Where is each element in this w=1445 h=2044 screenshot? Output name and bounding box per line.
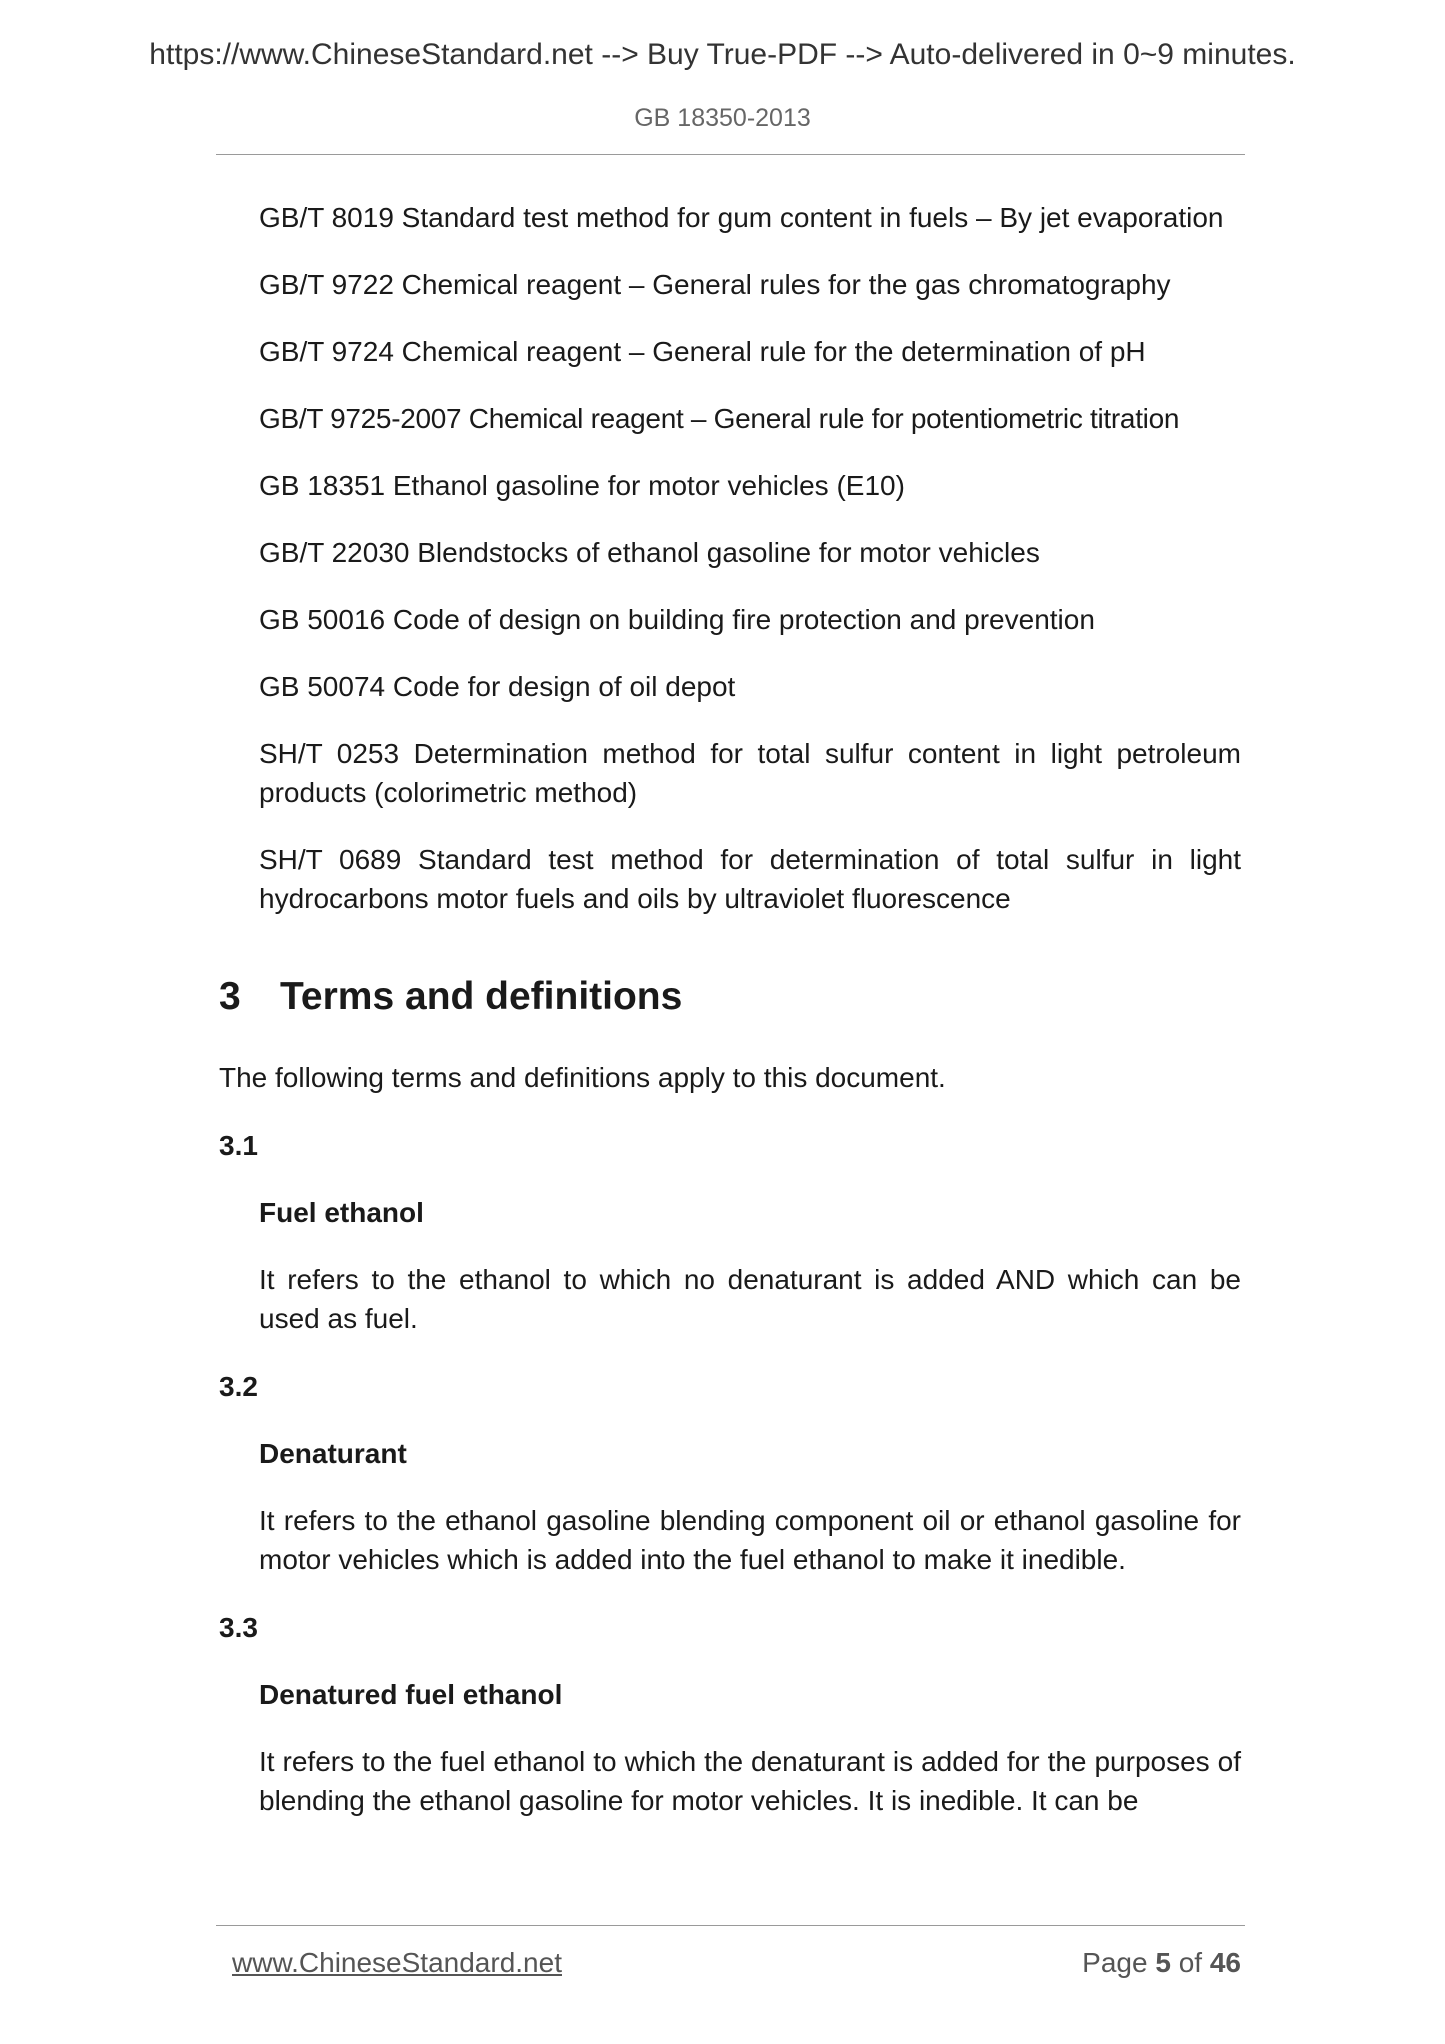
term-number: 3.3: [219, 1612, 258, 1643]
page-number: 5: [1155, 1947, 1171, 1978]
reference-item: GB/T 9725-2007 Chemical reagent – General rule for potentiometric titration: [259, 403, 1180, 434]
term-name: Denatured fuel ethanol: [259, 1679, 563, 1710]
reference-item: GB/T 22030 Blendstocks of ethanol gasoline for motor vehicles: [259, 537, 1040, 568]
document-code-header: GB 18350-2013: [634, 104, 811, 132]
term-entry: [219, 1367, 1241, 1579]
term-name: Denaturant: [259, 1438, 407, 1469]
header-divider: [216, 154, 1245, 155]
reference-item: GB 50016 Code of design on building fire protection and prevention: [259, 604, 1095, 635]
source-banner: https://www.ChineseStandard.net --> Buy True-PDF --> Auto-delivered in 0~9 minutes.: [149, 38, 1296, 71]
section-number: 3: [219, 975, 241, 1018]
term-number: 3.2: [219, 1371, 258, 1402]
reference-item: GB/T 9722 Chemical reagent – General rules for the gas chromatography: [259, 269, 1171, 300]
term-definition: It refers to the ethanol gasoline blending component oil or ethanol gasoline for motor vehicles which is added into the fuel ethanol to make it inedible.: [259, 1505, 1241, 1575]
term-entry: [219, 1126, 1241, 1338]
section-intro: The following terms and definitions apply to this document.: [219, 1062, 946, 1093]
section-heading: [219, 974, 1241, 1020]
footer-website-link[interactable]: www.ChineseStandard.net: [232, 1947, 562, 1978]
section-title: Terms and definitions: [280, 975, 683, 1018]
term-entry: [219, 1608, 1241, 1820]
total-pages: 46: [1209, 1947, 1241, 1978]
reference-item: GB/T 8019 Standard test method for gum content in fuels – By jet evaporation: [259, 202, 1224, 233]
of-label: of: [1178, 1947, 1203, 1978]
term-name: Fuel ethanol: [259, 1197, 424, 1228]
reference-item: GB/T 9724 Chemical reagent – General rule for the determination of pH: [259, 336, 1146, 367]
page-body: [219, 198, 1241, 1820]
page-indicator: [1082, 1947, 1241, 1979]
term-definition: It refers to the ethanol to which no denaturant is added AND which can be used as fuel.: [259, 1264, 1241, 1334]
term-definition: It refers to the fuel ethanol to which the denaturant is added for the purposes of blending the ethanol gasoline for motor vehicles. It is inedible. It can be: [259, 1746, 1241, 1816]
reference-item: SH/T 0253 Determination method for total sulfur content in light petroleum products (colorimetric method): [259, 738, 1241, 808]
reference-item: GB 50074 Code for design of oil depot: [259, 671, 736, 702]
footer-divider: [216, 1925, 1245, 1926]
page-label: Page: [1082, 1947, 1148, 1978]
reference-item: GB 18351 Ethanol gasoline for motor vehicles (E10): [259, 470, 905, 501]
reference-item: SH/T 0689 Standard test method for determination of total sulfur in light hydrocarbons motor fuels and oils by ultraviolet fluorescence: [259, 844, 1241, 914]
term-number: 3.1: [219, 1130, 258, 1161]
normative-references-list: [219, 198, 1241, 918]
